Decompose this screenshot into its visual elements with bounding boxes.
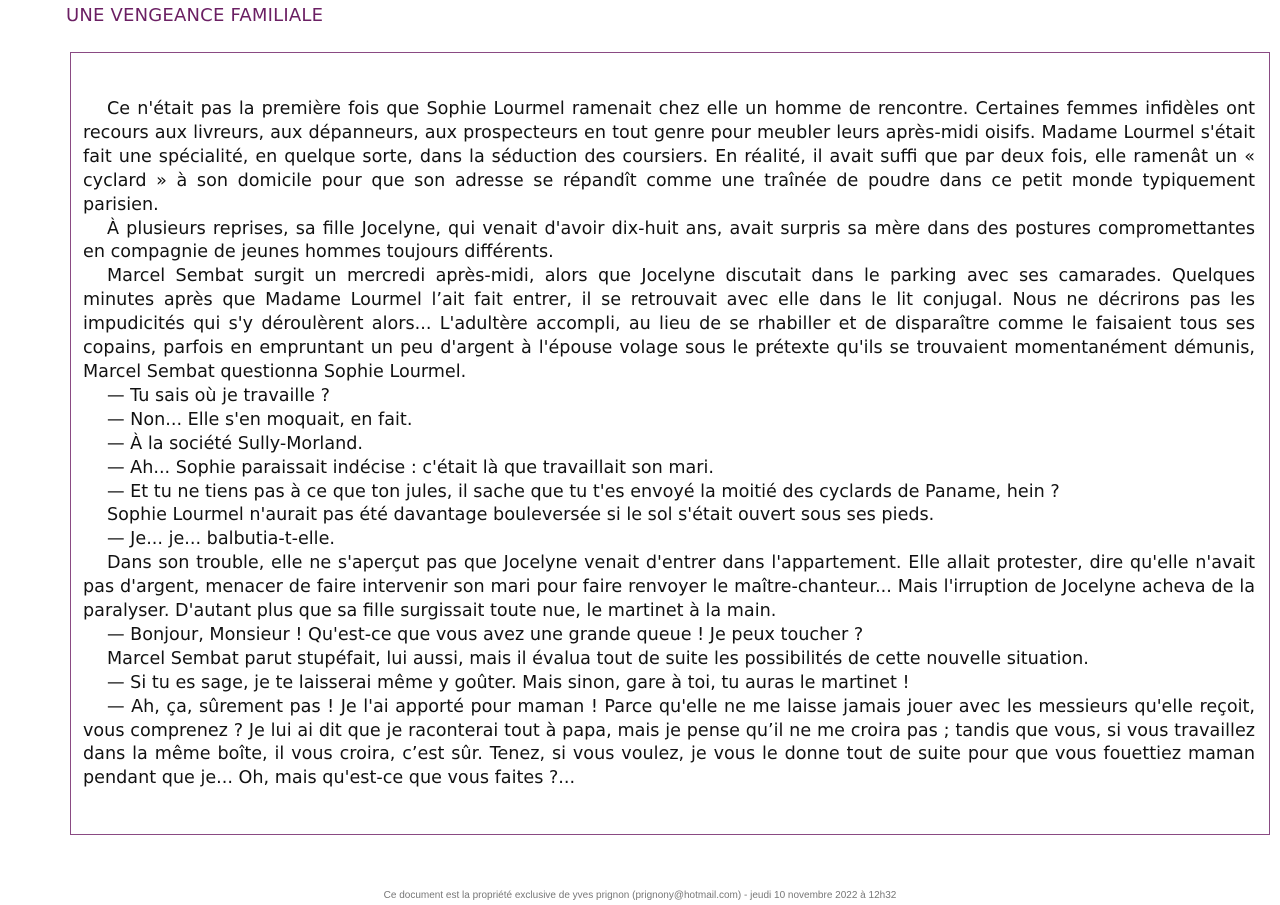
dialog-line: — Tu sais où je travaille ? — [107, 385, 330, 406]
dialog-line: — Bonjour, Monsieur ! Qu'est-ce que vous avez une grande queue ! Je peux toucher ? — [107, 624, 864, 645]
dialog-line: — À la société Sully-Morland. — [107, 433, 364, 454]
paragraph: Marcel Sembat parut stupéfait, lui aussi, mais il évalua tout de suite les possibilités de cette nouvelle situation. — [107, 648, 1089, 669]
dialog-line: — Et tu ne tiens pas à ce que ton jules, il sache que tu t'es envoyé la moitié des cyclards de Paname, hein ? — [107, 481, 1060, 502]
paragraph: Ce n'était pas la première fois que Sophie Lourmel ramenait chez elle un homme de rencontre. Certaines femmes infidèles ont recours aux livreurs, aux dépanneurs, aux prospecteurs en tout genre pour meubler leurs après-midi oisifs. Madame Lourmel s'était fait une spécialité, en quelque sorte, dans la séduction des coursiers. En réalité, il avait suffi que par deux fois, elle ramenât un « cyclard » à son domicile pour que son adresse se répandît comme une traînée de poudre dans ce petit monde typiquement parisien. — [83, 99, 1255, 215]
dialog-line: — Ah... Sophie paraissait indécise : c'était là que travaillait son mari. — [107, 457, 714, 478]
document-title: UNE VENGEANCE FAMILIALE — [66, 5, 324, 26]
paragraph: Marcel Sembat surgit un mercredi après-midi, alors que Jocelyne discutait dans le parking avec ses camarades. Quelques minutes après que Madame Lourmel l’ait fait entrer, il se retrouvait avec elle dans le lit conjugal. Nous ne décrirons pas les impudicités qui s'y déroulèrent alors... L'adultère accompli, au lieu de se rhabiller et de disparaître comme le faisaient tous ses copains, parfois en empruntant un peu d'argent à l'épouse volage sous le prétexte qu'ils se trouvaient momentanément démunis, Marcel Sembat questionna Sophie Lourmel. — [83, 266, 1255, 382]
dialog-line: — Si tu es sage, je te laisserai même y goûter. Mais sinon, gare à toi, tu auras le martinet ! — [107, 672, 910, 693]
dialog-line: — Non... Elle s'en moquait, en fait. — [107, 409, 413, 430]
dialog-line: — Ah, ça, sûrement pas ! Je l'ai apporté pour maman ! Parce qu'elle ne me laisse jamais jouer avec les messieurs qu'elle reçoit, vous comprenez ? Je lui ai dit que je raconterai tout à papa, mais je pense qu’il ne me croira pas ; tandis que vous, si vous travaillez dans la même boîte, il vous croira, c’est sûr. Tenez, si vous voulez, je vous le donne tout de suite pour que vous fouettiez maman pendant que je... Oh, mais qu'est-ce que vous faites ?... — [83, 696, 1255, 789]
story-text — [83, 98, 1255, 791]
paragraph: Sophie Lourmel n'aurait pas été davantage bouleversée si le sol s'était ouvert sous ses pieds. — [107, 505, 935, 526]
dialog-line: — Je... je... balbutia-t-elle. — [107, 529, 335, 550]
paragraph: Dans son trouble, elle ne s'aperçut pas que Jocelyne venait d'entrer dans l'appartement. Elle allait protester, dire qu'elle n'avait pas d'argent, menacer de faire intervenir son mari pour faire renvoyer le maître-chanteur... Mais l'irruption de Jocelyne acheva de la paralyser. D'autant plus que sa fille surgissait toute nue, le martinet à la main. — [83, 553, 1255, 622]
paragraph: À plusieurs reprises, sa fille Jocelyne, qui venait d'avoir dix-huit ans, avait surpris sa mère dans des postures compromettantes en compagnie de jeunes hommes toujours différents. — [83, 218, 1255, 263]
copyright-footer: Ce document est la propriété exclusive de yves prignon (prignony@hotmail.com) - jeudi 10 novembre 2022 à 12h32 — [383, 890, 897, 901]
